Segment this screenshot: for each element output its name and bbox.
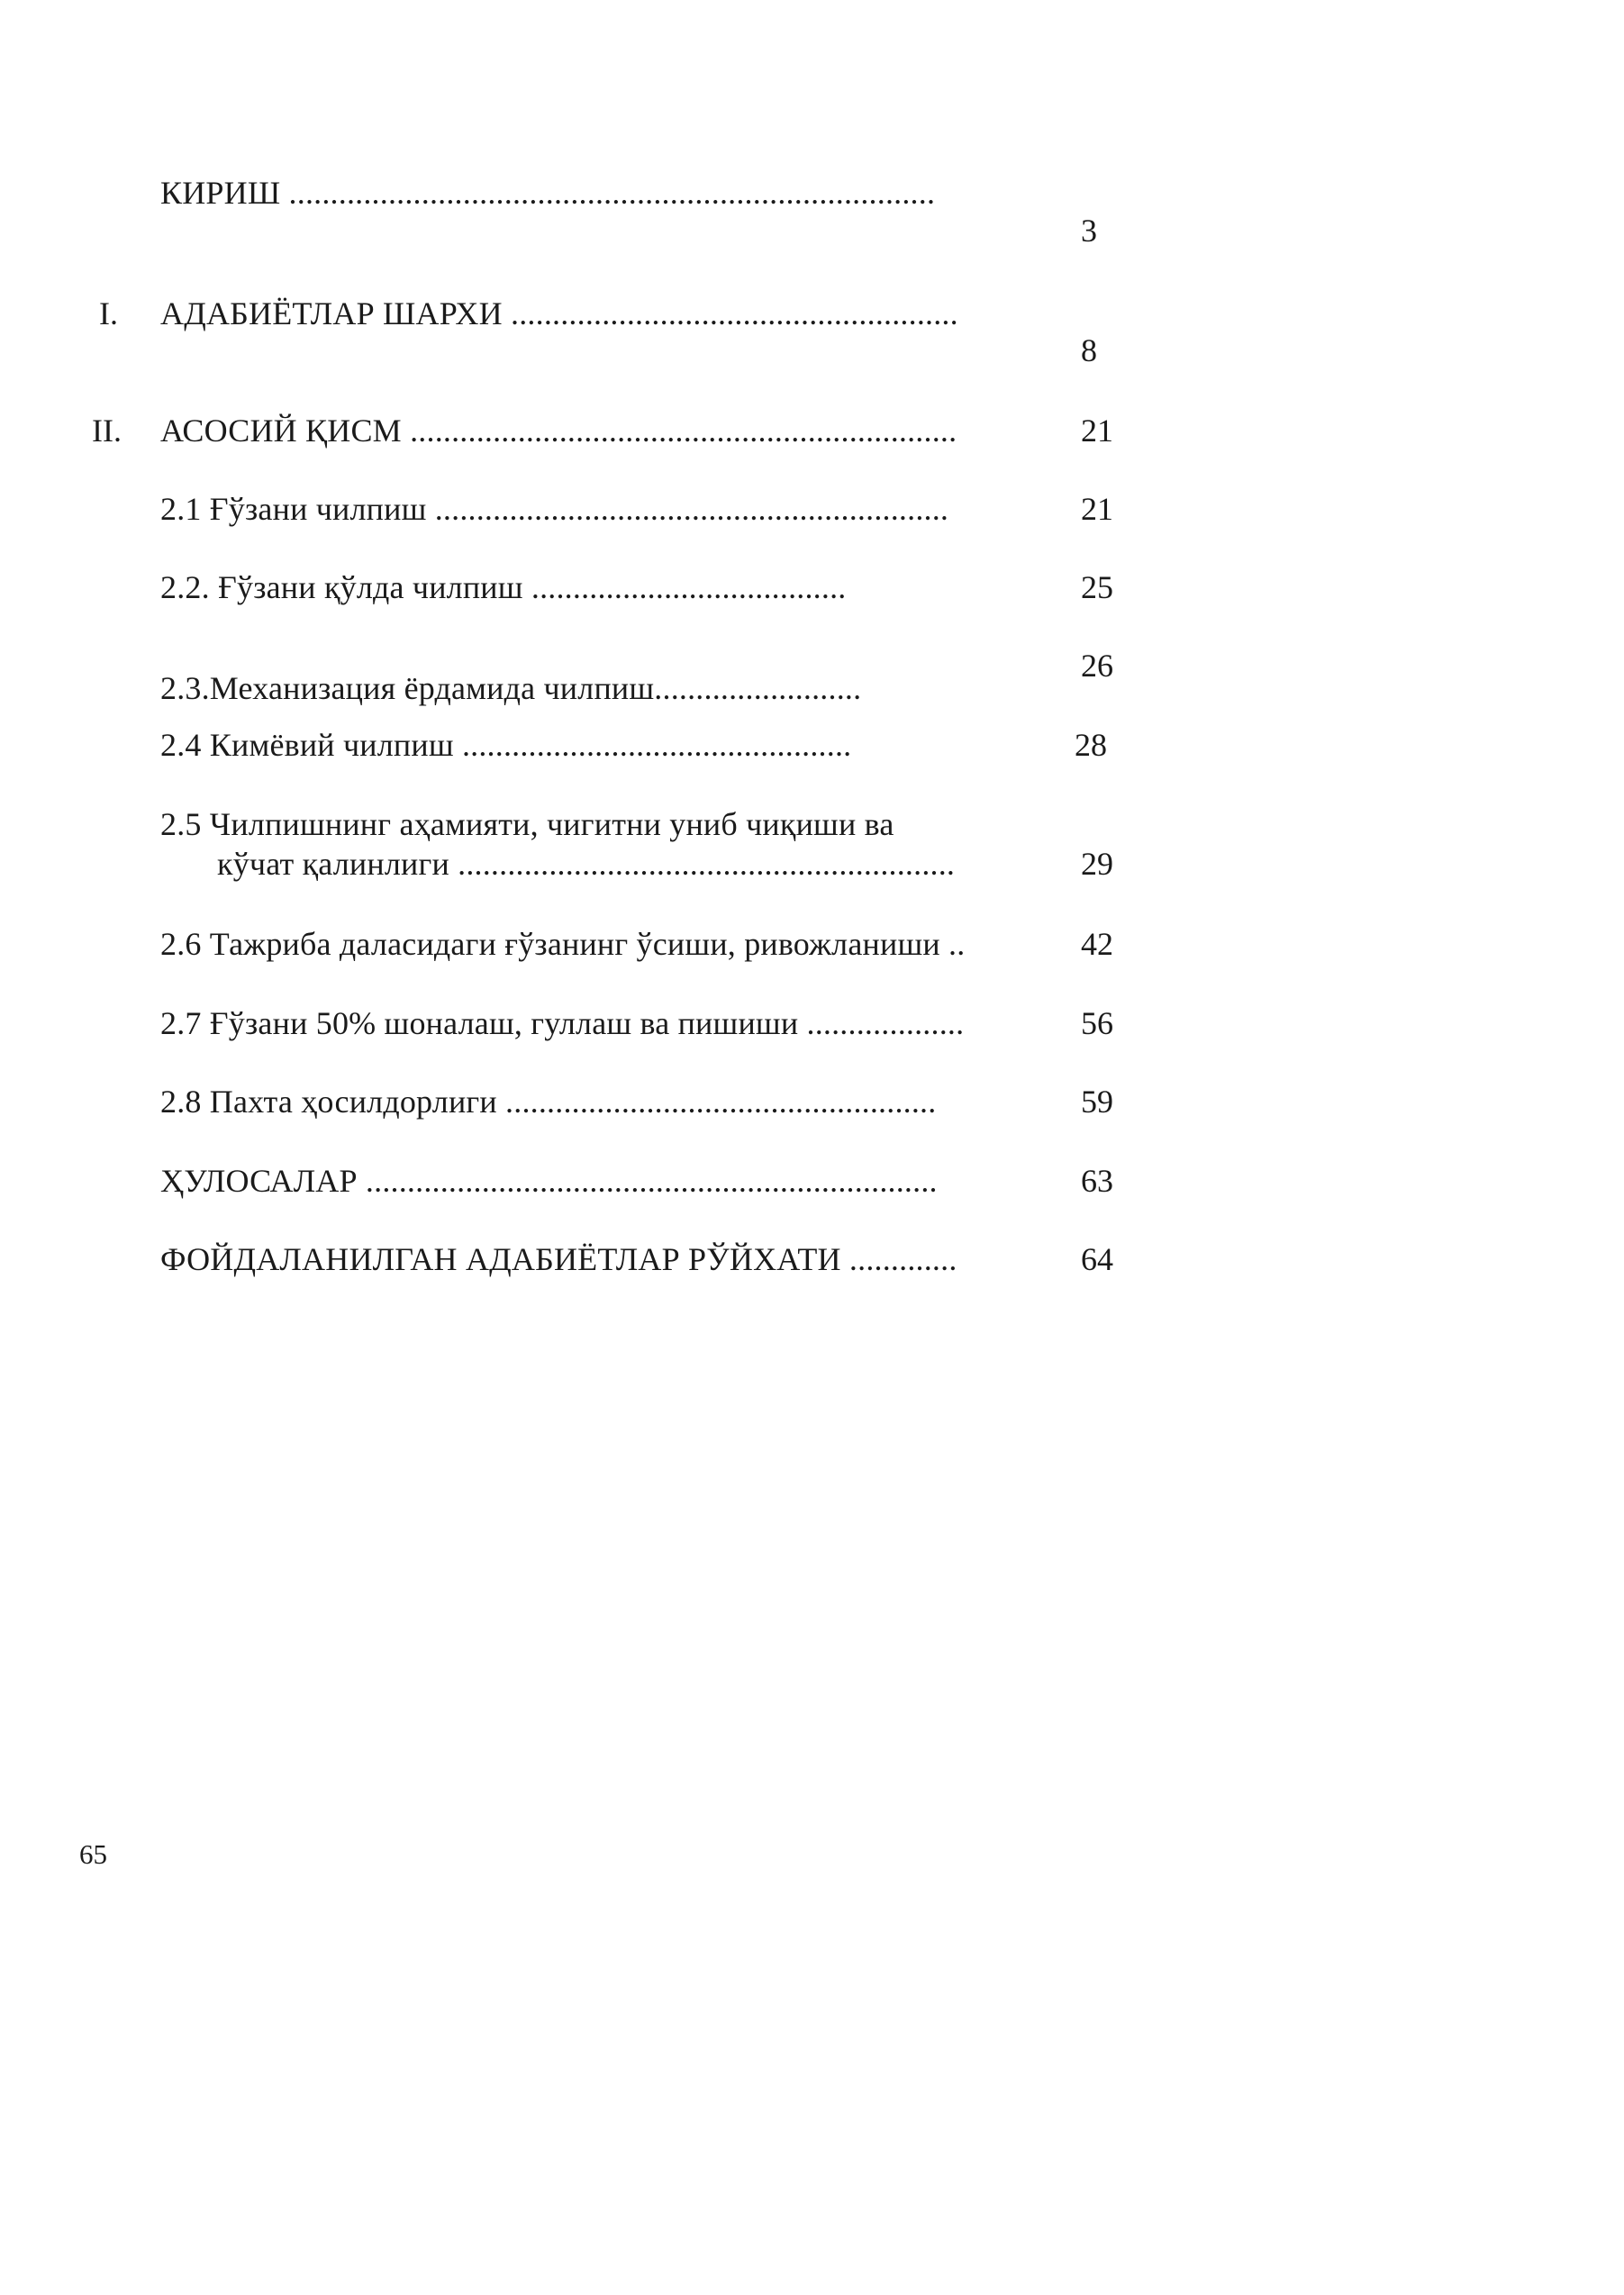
toc-entry-2-1[interactable]: 2.1 Ғўзани чилпиш .............................................................. bbox=[160, 491, 949, 527]
toc-page-2-4: 28 bbox=[1075, 727, 1107, 763]
toc-entry-2-6[interactable]: 2.6 Тажриба даласидаги ғўзанинг ўсиши, ривожланиши .. bbox=[160, 926, 966, 962]
toc-roman-1: I. bbox=[99, 295, 118, 331]
toc-entry-references[interactable]: ФОЙДАЛАНИЛГАН АДАБИЁТЛАР РЎЙХАТИ ............. bbox=[160, 1241, 957, 1277]
toc-entry-2-7[interactable]: 2.7 Ғўзани 50% шоналаш, гуллаш ва пишиши ................... bbox=[160, 1005, 965, 1041]
toc-page-conclusions: 63 bbox=[1081, 1163, 1113, 1199]
toc-entry-2-2[interactable]: 2.2. Ғўзани қўлда чилпиш ...................................... bbox=[160, 569, 847, 605]
toc-page-2-3: 26 bbox=[1081, 648, 1113, 684]
toc-page-2-1: 21 bbox=[1081, 491, 1113, 527]
toc-entry-literature-review[interactable]: АДАБИЁТЛАР ШАРХИ ...................................................... bbox=[160, 295, 958, 331]
toc-entry-2-8[interactable]: 2.8 Пахта ҳосилдорлиги .................................................... bbox=[160, 1084, 937, 1120]
toc-page-2-2: 25 bbox=[1081, 569, 1113, 605]
toc-entry-2-5-line1[interactable]: 2.5 Чилпишнинг аҳамияти, чигитни униб чиқиши ва bbox=[160, 806, 894, 842]
toc-page-2-8: 59 bbox=[1081, 1084, 1113, 1120]
toc-page-references: 64 bbox=[1081, 1241, 1113, 1277]
toc-page-main-part: 21 bbox=[1081, 413, 1113, 449]
toc-page-2-6: 42 bbox=[1081, 926, 1113, 962]
page-number: 65 bbox=[79, 1838, 107, 1870]
toc-entry-main-part[interactable]: АСОСИЙ ҚИСМ .................................................................. bbox=[160, 413, 957, 449]
toc-page-2-5: 29 bbox=[1081, 846, 1113, 882]
toc-roman-2: II. bbox=[92, 413, 122, 449]
toc-page-literature-review: 8 bbox=[1081, 332, 1097, 368]
toc-page-intro: 3 bbox=[1081, 213, 1097, 249]
toc-entry-2-3[interactable]: 2.3.Механизация ёрдамида чилпиш......................... bbox=[160, 670, 862, 706]
toc-entry-2-4[interactable]: 2.4 Кимёвий чилпиш ............................................... bbox=[160, 727, 852, 763]
toc-entry-conclusions[interactable]: ҲУЛОСАЛАР ..................................................................... bbox=[160, 1163, 938, 1199]
toc-entry-intro[interactable]: КИРИШ .............................................................................. bbox=[160, 175, 936, 211]
toc-page-2-7: 56 bbox=[1081, 1005, 1113, 1041]
toc-entry-2-5-line2[interactable]: кўчат қалинлиги ............................................................ bbox=[217, 846, 956, 882]
